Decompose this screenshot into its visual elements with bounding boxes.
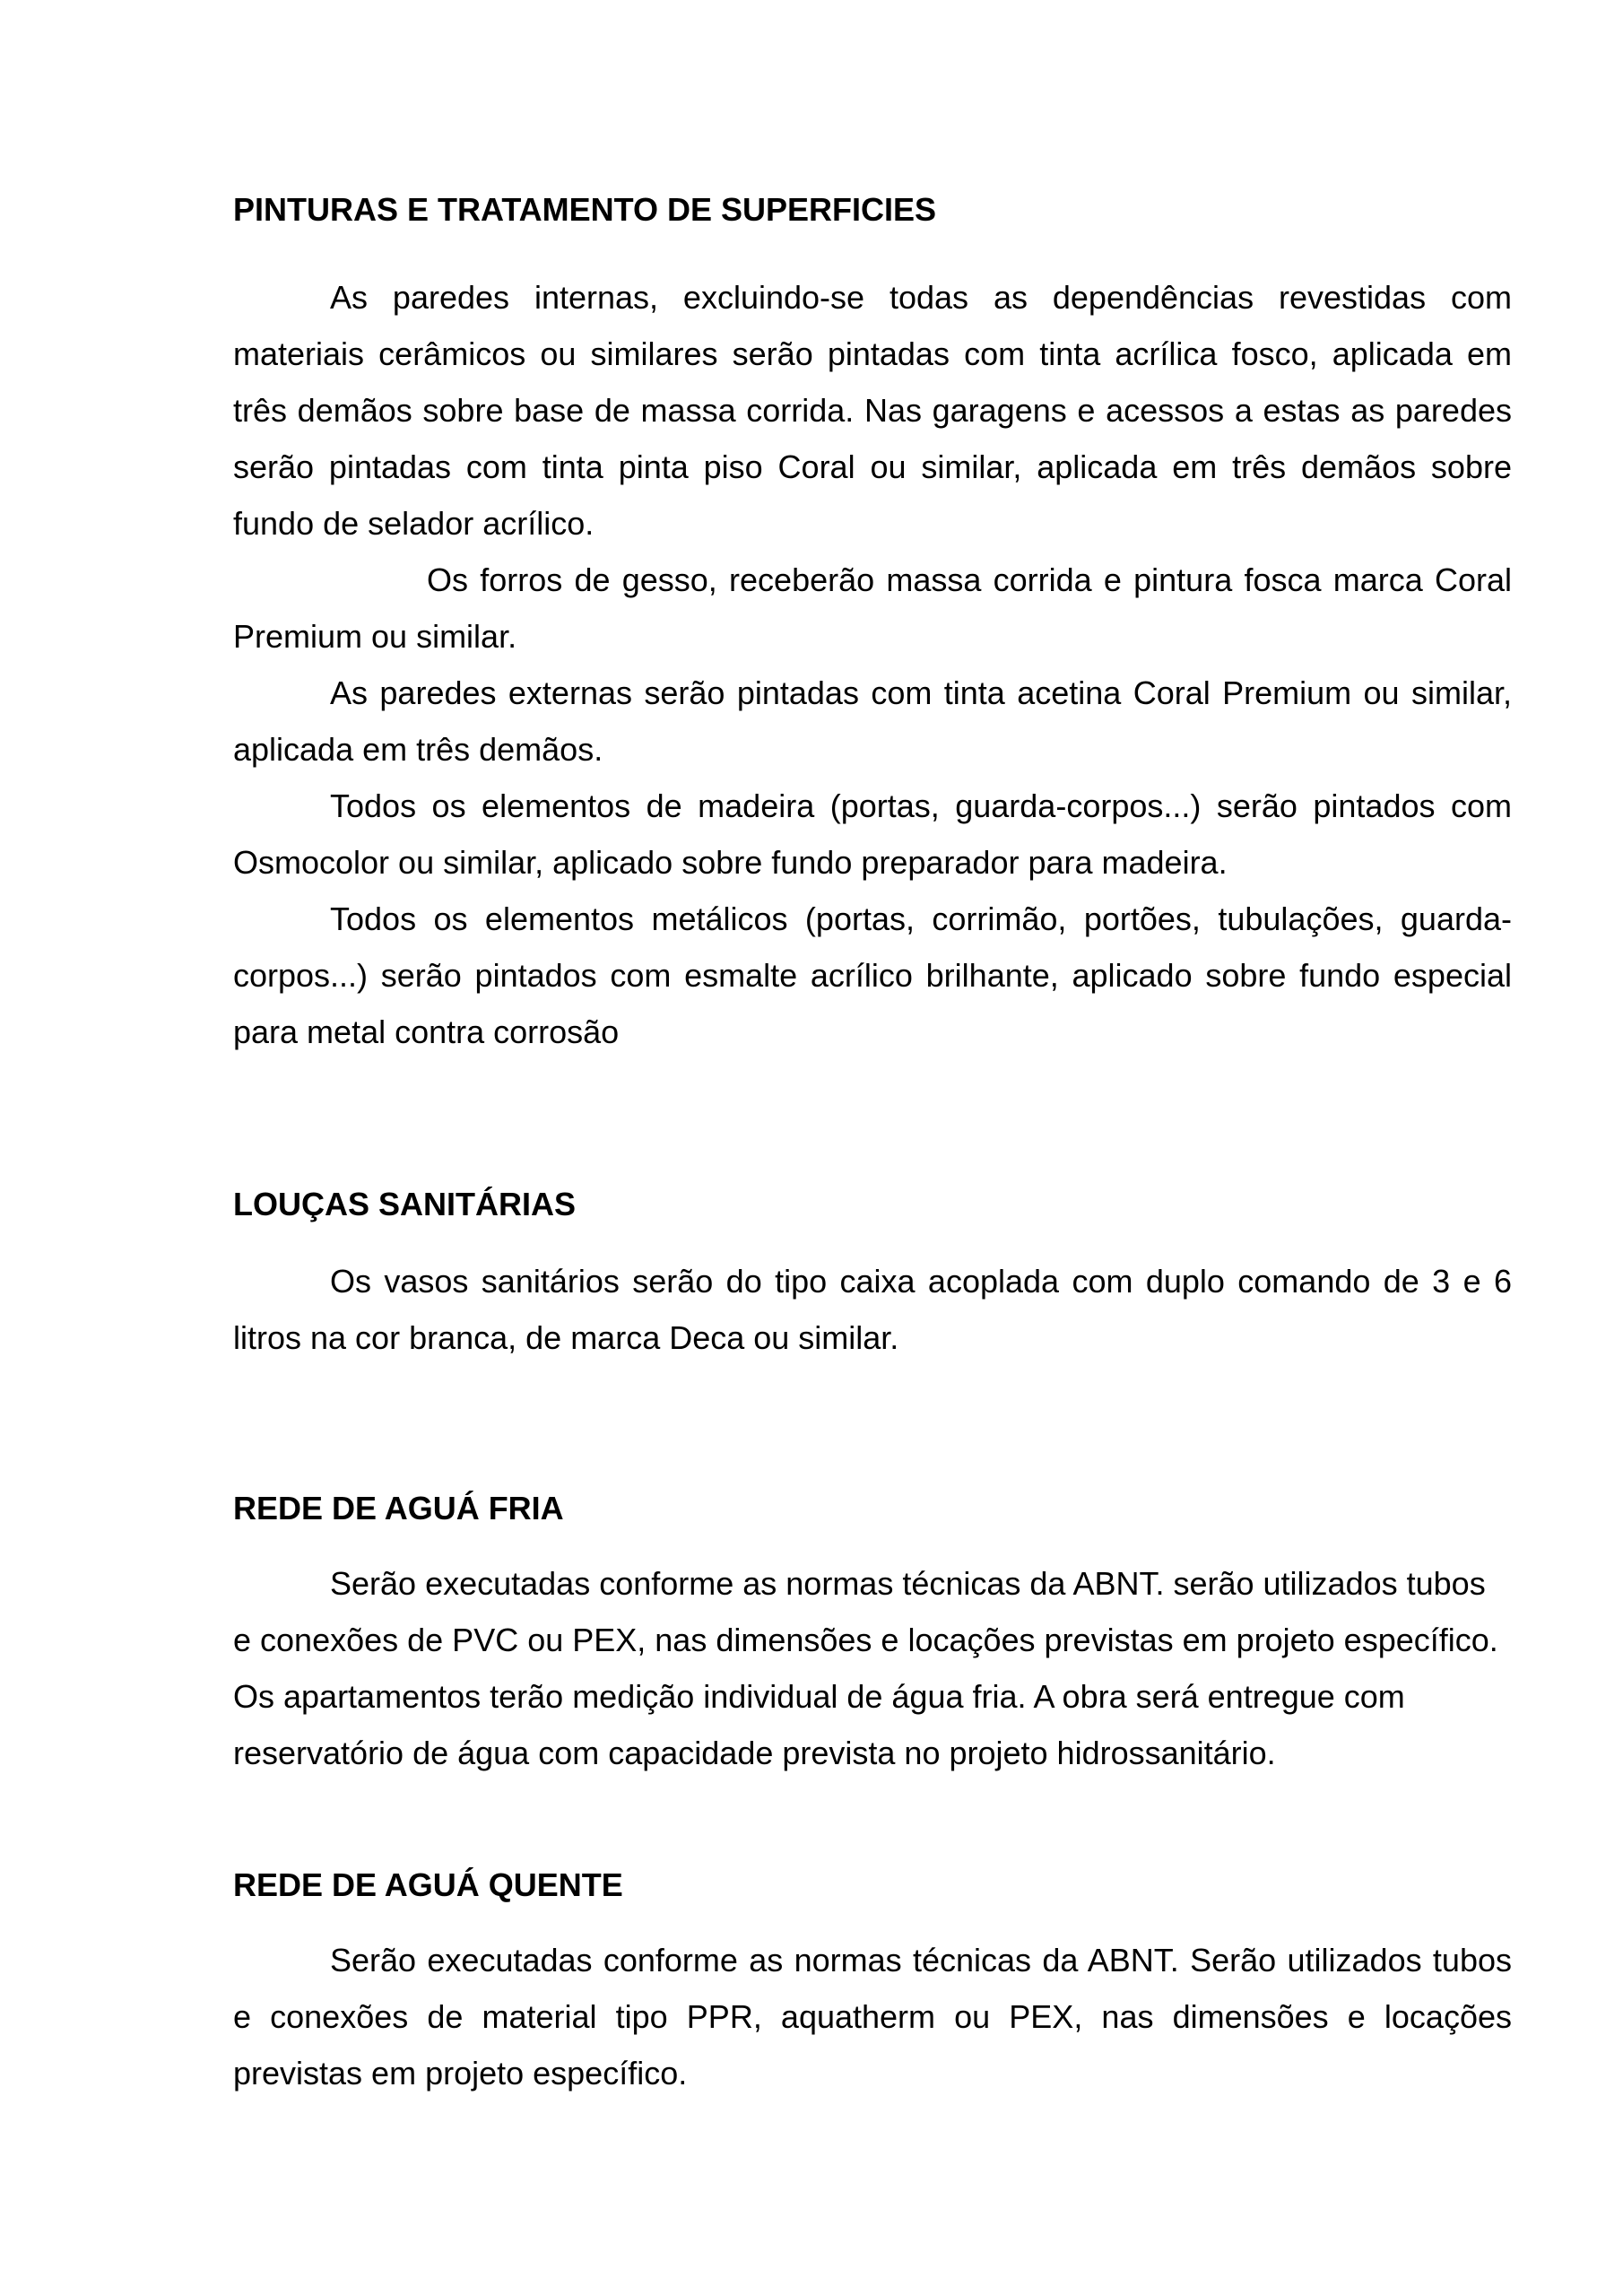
paragraph-paredes-externas: As paredes externas serão pintadas com tinta acetina Coral Premium ou similar, aplicada em três demãos. <box>233 674 1512 768</box>
paragraph-vasos-sanitarios: Os vasos sanitários serão do tipo caixa acoplada com duplo comando de 3 e 6 litros na cor branca, de marca Deca ou similar. <box>233 1263 1512 1356</box>
section-heading-loucas-sanitarias: LOUÇAS SANITÁRIAS <box>233 1186 577 1222</box>
paragraph-elementos-metalicos: Todos os elementos metálicos (portas, corrimão, portões, tubulações, guarda-corpos...) serão pintados com esmalte acrílico brilhante, aplicado sobre fundo especial para metal contra corrosão <box>233 900 1512 1050</box>
paragraph-paredes-internas: As paredes internas, excluindo-se todas as dependências revestidas com materiais cerâmicos ou similares serão pintadas com tinta acrílica fosco, aplicada em três demãos sobre base de massa corrida. Nas garagens e acessos a estas as paredes serão pintadas com tinta pinta piso Coral ou similar, aplicada em três demãos sobre fundo de selador acrílico. <box>233 279 1512 542</box>
paragraph-forros-de-gesso: Os forros de gesso, receberão massa corrida e pintura fosca marca Coral Premium ou similar. <box>233 561 1512 655</box>
section-heading-rede-agua-fria: REDE DE AGUÁ FRIA <box>233 1490 564 1526</box>
paragraph-agua-quente: Serão executadas conforme as normas técnicas da ABNT. Serão utilizados tubos e conexões de material tipo PPR, aquatherm ou PEX, nas dimensões e locações previstas em projeto específico. <box>233 1942 1512 2092</box>
section-heading-rede-agua-quente: REDE DE AGUÁ QUENTE <box>233 1866 623 1903</box>
paragraph-agua-fria: Serão executadas conforme as normas técnicas da ABNT. serão utilizados tubos e conexões de PVC ou PEX, nas dimensões e locações previstas em projeto específico. Os apartamentos terão medição individual de água fria. A obra será entregue com reservatório de água com capacidade prevista no projeto hidrossanitário. <box>233 1565 1498 1771</box>
paragraph-elementos-madeira: Todos os elementos de madeira (portas, guarda-corpos...) serão pintados com Osmocolor ou similar, aplicado sobre fundo preparador para madeira. <box>233 787 1512 881</box>
section-heading-pinturas: PINTURAS E TRATAMENTO DE SUPERFICIES <box>233 191 937 228</box>
